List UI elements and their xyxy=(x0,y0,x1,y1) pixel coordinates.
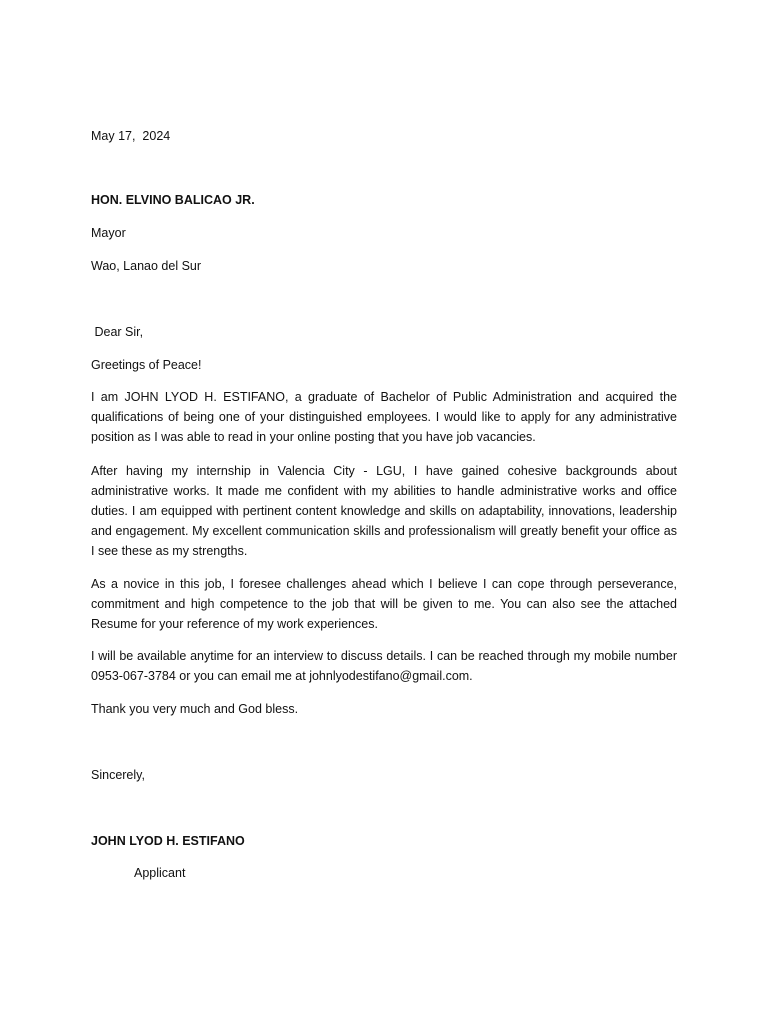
body-paragraph-3: As a novice in this job, I foresee challenges ahead which I believe I can cope through perseverance, commitment and high competence to the job that will be given to me. You can also see the attached Resume for your reference of my work experiences. xyxy=(91,577,677,631)
signer-title: Applicant xyxy=(134,866,186,880)
body-paragraph-2: After having my internship in Valencia City - LGU, I have gained cohesive backgrounds about administrative works. It made me confident with my abilities to handle administrative works and office duties. I am equipped with pertinent content knowledge and skills on adaptability, innovations, leadership and engagement. My excellent communication skills and professionalism will greatly benefit your office as I see these as my strengths. xyxy=(91,464,677,558)
recipient-name: HON. ELVINO BALICAO JR. xyxy=(91,193,255,207)
letter-date: May 17, 2024 xyxy=(91,129,171,143)
greeting: Greetings of Peace! xyxy=(91,358,202,372)
closing: Sincerely, xyxy=(91,768,145,782)
salutation: Dear Sir, xyxy=(91,325,144,339)
body-paragraph-1: I am JOHN LYOD H. ESTIFANO, a graduate of Bachelor of Public Administration and acquired the qualifications of being one of your distinguished employees. I would like to apply for any administrative position as I was able to read in your online posting that you have job vacancies. xyxy=(91,390,677,444)
thanks-line: Thank you very much and God bless. xyxy=(91,702,299,716)
recipient-address: Wao, Lanao del Sur xyxy=(91,259,202,273)
recipient-title: Mayor xyxy=(91,226,126,240)
signer-name: JOHN LYOD H. ESTIFANO xyxy=(91,834,245,848)
body-paragraph-4: I will be available anytime for an interview to discuss details. I can be reached through my mobile number 0953-067-3784 or you can email me at johnlyodestifano@gmail.com. xyxy=(91,649,677,683)
